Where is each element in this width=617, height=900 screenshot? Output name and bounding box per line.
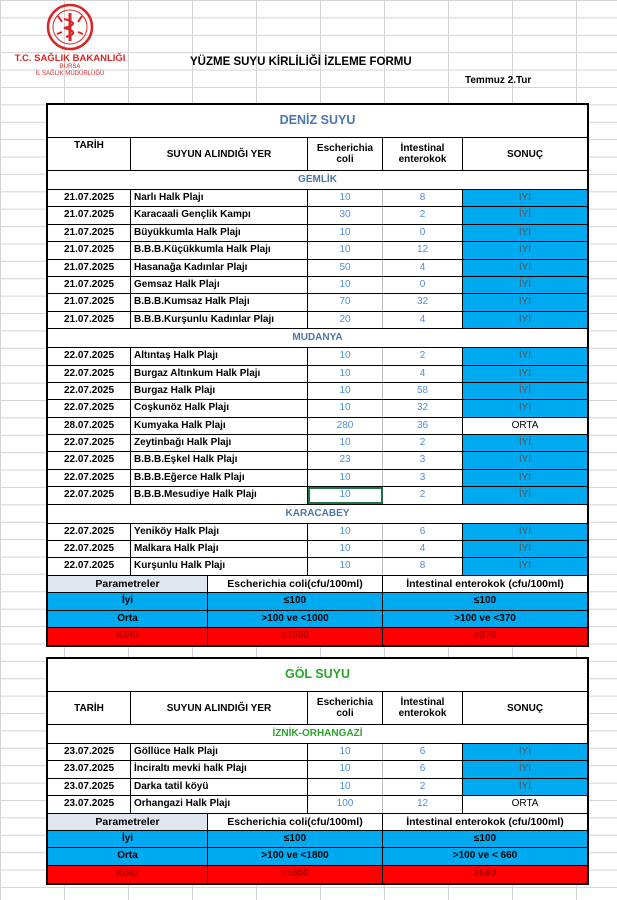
cell-result[interactable]: İYİ: [463, 400, 587, 416]
table-row: [48, 348, 587, 365]
cell-ecoli[interactable]: 10: [308, 541, 383, 557]
params-bad-label: Kötü: [48, 866, 208, 883]
cell-entero[interactable]: 4: [383, 260, 463, 276]
cell-ecoli[interactable]: 10: [308, 761, 383, 777]
cell-result[interactable]: İYİ: [463, 277, 587, 293]
params-bad-ecoli: ≥1800: [208, 866, 383, 883]
cell-date[interactable]: 22.07.2025: [48, 400, 131, 416]
table-row: [48, 366, 587, 383]
region-header: İZNİK-ORHANGAZİ: [48, 725, 587, 744]
cell-result[interactable]: İYİ: [463, 190, 587, 206]
params-entero: İntestinal enterokok (cfu/100ml): [383, 814, 587, 830]
cell-ecoli[interactable]: 10: [308, 435, 383, 451]
table-row: [48, 487, 587, 504]
cell-result[interactable]: İYİ: [463, 242, 587, 258]
params-good-row: [48, 831, 587, 848]
cell-result[interactable]: İYİ: [463, 744, 587, 760]
cell-location[interactable]: B.B.B.Küçükkumla Halk Plajı: [131, 242, 308, 258]
params-good-entero: ≤100: [473, 595, 497, 607]
params-bad-entero: ≥660: [473, 867, 497, 879]
cell-date[interactable]: 21.07.2025: [48, 277, 131, 293]
cell-date[interactable]: 22.07.2025: [48, 541, 131, 557]
params-good-label: İyi: [48, 593, 208, 609]
table-row: [48, 242, 587, 259]
cell-location[interactable]: Narlı Halk Plajı: [131, 190, 308, 206]
cell-date[interactable]: 21.07.2025: [48, 260, 131, 276]
cell-result[interactable]: İYİ: [463, 761, 587, 777]
form-title: YÜZME SUYU KİRLİLİĞİ İZLEME FORMU: [190, 56, 412, 68]
cell-entero[interactable]: 4: [383, 366, 463, 382]
table-row: [48, 779, 587, 796]
cell-ecoli[interactable]: 10: [308, 487, 383, 503]
table-row: [48, 452, 587, 469]
cell-entero[interactable]: 4: [383, 541, 463, 557]
cell-entero[interactable]: 3: [383, 470, 463, 486]
cell-entero[interactable]: 2: [383, 348, 463, 364]
cell-location[interactable]: B.B.B.Kumsaz Halk Plajı: [131, 294, 308, 310]
cell-ecoli[interactable]: 20: [308, 312, 383, 328]
table-header: [48, 692, 587, 725]
table-row: [48, 524, 587, 541]
cell-result[interactable]: İYİ: [463, 348, 587, 364]
cell-ecoli[interactable]: 10: [308, 348, 383, 364]
cell-result[interactable]: İYİ: [463, 435, 587, 451]
ministry-emblem-icon: [45, 2, 95, 52]
cell-entero[interactable]: 2: [383, 435, 463, 451]
cell-result[interactable]: ORTA: [463, 418, 587, 434]
params-ecoli: Escherichia coli(cfu/100ml): [208, 814, 383, 830]
params-entero: İntestinal enterokok (cfu/100ml): [383, 576, 587, 592]
table-row: [48, 435, 587, 452]
params-header-row: [48, 814, 587, 831]
col-entero: İntestinal enterokok: [383, 138, 463, 170]
params-good-ecoli: ≤100: [208, 593, 383, 609]
cell-date[interactable]: 28.07.2025: [48, 418, 131, 434]
cell-location[interactable]: Burgaz Altınkum Halk Plajı: [131, 366, 308, 382]
cell-ecoli[interactable]: 10: [308, 383, 383, 399]
cell-location[interactable]: B.B.B.Eşkel Halk Plajı: [131, 452, 308, 468]
cell-result[interactable]: İYİ: [463, 383, 587, 399]
col-date: TARİH: [48, 138, 131, 170]
cell-location[interactable]: Gemsaz Halk Plajı: [131, 277, 308, 293]
params-medium-entero: >100 ve < 660: [452, 850, 518, 862]
params-good-ecoli: ≤100: [208, 831, 383, 847]
cell-location[interactable]: Büyükkumla Halk Plajı: [131, 225, 308, 241]
col-location: SUYUN ALINDIĞI YER: [131, 138, 308, 170]
table-row: [48, 418, 587, 435]
cell-ecoli[interactable]: 10: [308, 277, 383, 293]
table-row: [48, 541, 587, 558]
params-bad-row: [48, 628, 587, 645]
cell-location[interactable]: Burgaz Halk Plajı: [131, 383, 308, 399]
cell-entero[interactable]: 32: [383, 294, 463, 310]
cell-location[interactable]: Darka tatil köyü: [131, 779, 308, 795]
table-row: [48, 470, 587, 487]
params-bad-row: [48, 866, 587, 883]
cell-location[interactable]: Göllüce Halk Plajı: [131, 744, 308, 760]
table-row: [48, 225, 587, 242]
table-row: [48, 190, 587, 207]
region-header: GEMLİK: [48, 171, 587, 190]
cell-result[interactable]: İYİ: [463, 452, 587, 468]
cell-date[interactable]: 21.07.2025: [48, 294, 131, 310]
cell-ecoli[interactable]: 10: [308, 242, 383, 258]
table-row: [48, 400, 587, 417]
cell-date[interactable]: 22.07.2025: [48, 348, 131, 364]
cell-entero[interactable]: 12: [383, 242, 463, 258]
cell-ecoli[interactable]: 10: [308, 744, 383, 760]
cell-date[interactable]: 23.07.2025: [48, 744, 131, 760]
cell-date[interactable]: 21.07.2025: [48, 207, 131, 223]
section-title: GÖL SUYU: [48, 659, 587, 692]
region-header: KARACABEY: [48, 505, 587, 524]
cell-result[interactable]: İYİ: [463, 524, 587, 540]
params-good-row: [48, 593, 587, 610]
cell-entero[interactable]: 6: [383, 524, 463, 540]
table-row: [48, 260, 587, 277]
cell-entero[interactable]: 3: [383, 452, 463, 468]
cell-entero[interactable]: 2: [383, 487, 463, 503]
params-medium-label: Orta: [48, 611, 208, 627]
params-header-row: [48, 576, 587, 593]
cell-ecoli[interactable]: 23: [308, 452, 383, 468]
table-row: [48, 744, 587, 761]
col-ecoli: Escherichia coli: [308, 692, 383, 724]
cell-result[interactable]: İYİ: [463, 207, 587, 223]
table-row: [48, 796, 587, 813]
cell-entero[interactable]: 8: [383, 190, 463, 206]
cell-date[interactable]: 22.07.2025: [48, 487, 131, 503]
table-row: [48, 207, 587, 224]
params-label: Parametreler: [48, 814, 208, 830]
cell-location[interactable]: Kumyaka Halk Plajı: [131, 418, 308, 434]
sea-water-section: [46, 103, 589, 647]
cell-result[interactable]: İYİ: [463, 312, 587, 328]
cell-ecoli[interactable]: 10: [308, 524, 383, 540]
params-medium-entero: >100 ve <370: [454, 612, 516, 624]
cell-location[interactable]: Altıntaş Halk Plajı: [131, 348, 308, 364]
table-row: [48, 312, 587, 329]
col-entero: İntestinal enterokok: [383, 692, 463, 724]
cell-entero[interactable]: 6: [383, 744, 463, 760]
cell-location[interactable]: B.B.B.Kurşunlu Kadınlar Plajı: [131, 312, 308, 328]
cell-entero[interactable]: 4: [383, 312, 463, 328]
params-medium-row: [48, 611, 587, 628]
cell-entero[interactable]: 12: [383, 796, 463, 812]
cell-date[interactable]: 22.07.2025: [48, 558, 131, 574]
params-label: Parametreler: [48, 576, 208, 592]
cell-ecoli[interactable]: 10: [308, 470, 383, 486]
cell-ecoli[interactable]: 10: [308, 558, 383, 574]
cell-result[interactable]: İYİ: [463, 225, 587, 241]
cell-ecoli[interactable]: 100: [308, 796, 383, 812]
cell-entero[interactable]: 8: [383, 558, 463, 574]
cell-date[interactable]: 22.07.2025: [48, 366, 131, 382]
cell-location[interactable]: Orhangazi Halk Plajı: [131, 796, 308, 812]
cell-date[interactable]: 22.07.2025: [48, 524, 131, 540]
cell-date[interactable]: 22.07.2025: [48, 383, 131, 399]
cell-ecoli[interactable]: 10: [308, 400, 383, 416]
col-date: TARİH: [48, 692, 131, 724]
round-label: Temmuz 2.Tur: [465, 75, 532, 86]
cell-entero[interactable]: 2: [383, 207, 463, 223]
cell-location[interactable]: Hasanağa Kadınlar Plajı: [131, 260, 308, 276]
cell-entero[interactable]: 2: [383, 779, 463, 795]
col-location: SUYUN ALINDIĞI YER: [131, 692, 308, 724]
cell-date[interactable]: 21.07.2025: [48, 242, 131, 258]
cell-result[interactable]: İYİ: [463, 487, 587, 503]
cell-entero[interactable]: 36: [383, 418, 463, 434]
col-result: SONUÇ: [506, 702, 544, 714]
section-title: DENİZ SUYU: [48, 105, 587, 138]
cell-ecoli[interactable]: 10: [308, 225, 383, 241]
cell-location[interactable]: Malkara Halk Plajı: [131, 541, 308, 557]
cell-result[interactable]: İYİ: [463, 779, 587, 795]
cell-date[interactable]: 21.07.2025: [48, 312, 131, 328]
cell-location[interactable]: B.B.B.Mesudiye Halk Plajı: [131, 487, 308, 503]
cell-date[interactable]: 21.07.2025: [48, 190, 131, 206]
cell-date[interactable]: 22.07.2025: [48, 470, 131, 486]
cell-ecoli[interactable]: 70: [308, 294, 383, 310]
params-bad-entero: ≥370: [473, 629, 497, 641]
cell-entero[interactable]: 32: [383, 400, 463, 416]
cell-date[interactable]: 23.07.2025: [48, 779, 131, 795]
cell-result[interactable]: İYİ: [463, 558, 587, 574]
params-medium-label: Orta: [48, 848, 208, 864]
cell-entero[interactable]: 0: [383, 225, 463, 241]
params-ecoli: Escherichia coli(cfu/100ml): [208, 576, 383, 592]
cell-ecoli[interactable]: 10: [308, 779, 383, 795]
cell-ecoli[interactable]: 280: [308, 418, 383, 434]
cell-location[interactable]: Yeniköy Halk Plajı: [131, 524, 308, 540]
cell-location[interactable]: Coşkunöz Halk Plajı: [131, 400, 308, 416]
lake-water-section: [46, 657, 589, 885]
table-row: [48, 277, 587, 294]
region-header: MUDANYA: [48, 329, 587, 348]
cell-result[interactable]: İYİ: [463, 294, 587, 310]
params-bad-label: Kötü: [48, 628, 208, 645]
cell-date[interactable]: 23.07.2025: [48, 761, 131, 777]
cell-location[interactable]: B.B.B.Eğerce Halk Plajı: [131, 470, 308, 486]
cell-result[interactable]: İYİ: [463, 470, 587, 486]
cell-location[interactable]: Karacaali Gençlik Kampı: [131, 207, 308, 223]
cell-date[interactable]: 23.07.2025: [48, 796, 131, 812]
cell-entero[interactable]: 6: [383, 761, 463, 777]
cell-result[interactable]: İYİ: [463, 260, 587, 276]
cell-result[interactable]: İYİ: [463, 541, 587, 557]
table-row: [48, 294, 587, 311]
cell-ecoli[interactable]: 10: [308, 190, 383, 206]
params-medium-row: [48, 848, 587, 865]
table-row: [48, 558, 587, 575]
params-good-label: İyi: [48, 831, 208, 847]
cell-location[interactable]: Zeytinbağı Halk Plajı: [131, 435, 308, 451]
cell-result[interactable]: İYİ: [463, 366, 587, 382]
cell-result[interactable]: ORTA: [463, 796, 587, 812]
cell-ecoli[interactable]: 50: [308, 260, 383, 276]
cell-location[interactable]: İnciraltı mevki halk Plajı: [131, 761, 308, 777]
params-good-entero: ≤100: [473, 832, 497, 844]
cell-location[interactable]: Kurşunlu Halk Plajı: [131, 558, 308, 574]
table-row: [48, 383, 587, 400]
cell-entero[interactable]: 0: [383, 277, 463, 293]
cell-ecoli[interactable]: 10: [308, 366, 383, 382]
cell-date[interactable]: 21.07.2025: [48, 225, 131, 241]
ministry-logo: [5, 2, 135, 78]
org-city: BURSA: [59, 64, 81, 70]
params-bad-ecoli: ≥1000: [208, 628, 383, 645]
params-medium-ecoli: >100 ve <1800: [208, 848, 383, 864]
table-row: [48, 761, 587, 778]
cell-date[interactable]: 22.07.2025: [48, 435, 131, 451]
cell-entero[interactable]: 58: [383, 383, 463, 399]
cell-date[interactable]: 22.07.2025: [48, 452, 131, 468]
org-name: T.C. SAĞLIK BAKANLIĞI: [14, 53, 126, 64]
table-header: [48, 138, 587, 171]
cell-ecoli[interactable]: 30: [308, 207, 383, 223]
col-ecoli: Escherichia coli: [308, 138, 383, 170]
params-medium-ecoli: >100 ve <1000: [208, 611, 383, 627]
col-result: SONUÇ: [506, 148, 544, 160]
org-unit: İL SAĞLIK MÜDÜRLÜĞÜ: [35, 71, 105, 77]
